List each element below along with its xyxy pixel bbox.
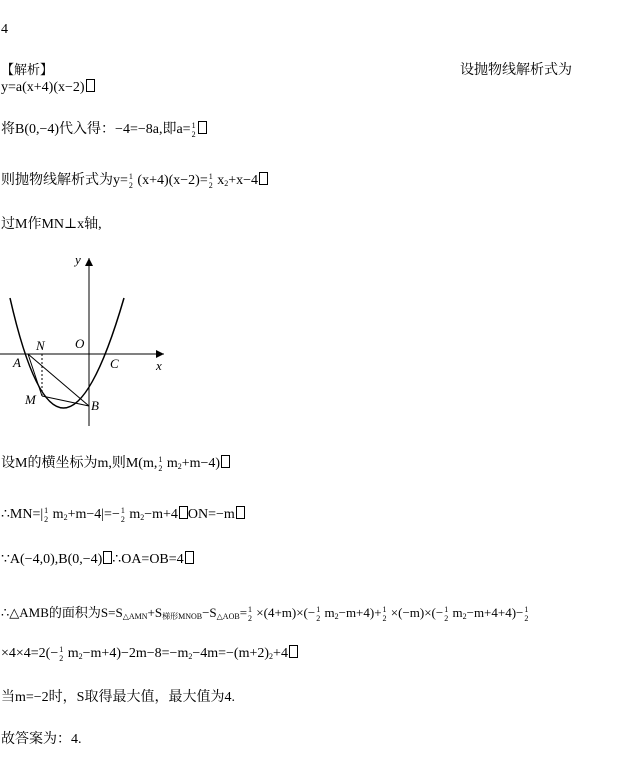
label-o: O <box>75 336 85 351</box>
label-m: M <box>25 392 36 407</box>
label-x: x <box>156 358 162 373</box>
conclusion-line: 当m=−2时，S取得最大值，最大值为4. <box>1 690 235 705</box>
intro-text: 设抛物线解析式为 <box>460 63 572 78</box>
analysis-heading: 【解析】 <box>1 63 54 78</box>
equation-line-7: ∵A(−4,0),B(0,−4) ∴OA=OB=4 <box>1 551 194 569</box>
label-n: N <box>36 338 45 353</box>
label-y: y <box>75 252 81 267</box>
equation-line-2: 将B(0,−4)代入得：−4=−8a,即a= 1 2 <box>1 121 207 139</box>
equation-line-9: ×4×4=2(− 1 2 $m_2-m+4)-2m-8=-m_2-4m=-(m+2)_2+4$ <box>1 645 298 666</box>
equation-line-5: 设M的横坐标为m,则M(m, 1 2 $m_2+m-4$) <box>1 455 230 476</box>
equation-line-8: ∴△AMB的面积为$S=S_{\triangle AMN}+S_{梯形MNOB}-S_{\triangle AOB}=$ 1 2 ×(4+m)×(− 1 2 $m_2-m+4)+$ 1 2 ×(−m)×(− 1 2 $m_2-m+4+4)-$ 1 2 <box>1 605 529 624</box>
equation-line-1: y=a(x+4)(x−2) <box>1 79 95 97</box>
label-b: B <box>91 398 99 413</box>
equation-line-3: 则抛物线解析式为y= 1 2 (x+4)(x−2)= 1 2 $x_2+x-4$ <box>1 172 268 193</box>
label-a: A <box>13 355 21 370</box>
answer-number: 4 <box>1 22 8 37</box>
construction-line: 过M作MN⊥x轴, <box>1 217 102 232</box>
equation-line-6: ∴MN=| 1 2 $m_2+m-4|=-$ 1 2 $m_2-m+4$ ON=−m <box>1 506 245 527</box>
final-answer-line: 故答案为：4. <box>1 732 82 747</box>
x-axis-arrow <box>156 350 164 358</box>
y-axis-arrow <box>85 258 93 266</box>
label-c: C <box>110 356 119 371</box>
parabola-figure <box>0 248 175 428</box>
